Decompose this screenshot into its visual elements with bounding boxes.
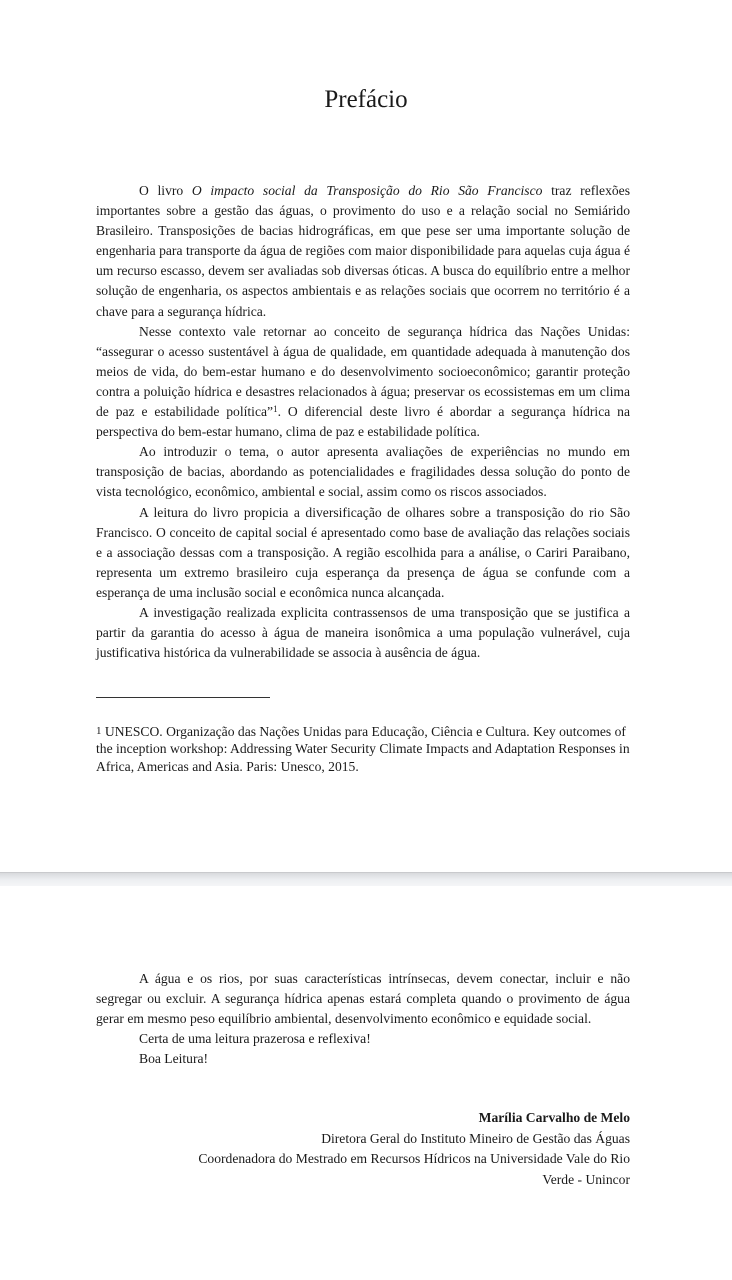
paragraph-1 [96,181,630,322]
paragraph-2 [96,322,630,443]
footnote-mark: 1 [96,725,102,737]
author-role-3: Verde - Unincor [542,1171,630,1187]
paragraph-3: Ao introduzir o tema, o autor apresenta avaliações de experiências no mundo em transposição de bacias, abordando as potencialidades e fragilidades dessa solução do ponto de vista tecnológico, econômico, ambiental e social, assim como os riscos associados. [96,444,630,500]
preface-body-continued [96,969,630,1069]
paragraph-5: A investigação realizada explicita contrassensos de uma transposição que se justifica a partir da garantia do acesso à água de maneira isonômica a uma população vulnerável, cuja justificativa histórica da vulnerabilidade se associa à ausência de água. [96,604,630,661]
paragraph-1-start: O livro [139,183,192,198]
page-separator [0,872,732,887]
footnote-text: UNESCO. Organização das Nações Unidas para Educação, Ciência e Cultura. Key outcomes of the inception workshop: Addressing Water Security Climate Impacts and Adaptation Responses in Africa, Americas and Asia. Paris: Unesco, 2015. [96,724,630,774]
paragraph-2-start: Nesse contexto vale retornar ao conceito de segurança hídrica das Nações Unidas: “assegurar o acesso sustentável à água de qualidade, em quantidade adequada à manutenção dos meios de vida, do bem-estar humano e do desenvolvimento socioeconômico; garantir proteção contra a poluição hídrica e desastres relacionados à água; preservar os ecossistemas em um clima de paz e estabilidade política” [96,323,630,420]
page-2 [0,886,732,1280]
author-role-2: Coordenadora do Mestrado em Recursos Hídricos na Universidade Vale do Rio [198,1151,630,1167]
author-role-1: Diretora Geral do Instituto Mineiro de Gestão das Águas [321,1130,630,1146]
paragraph-1-end: traz reflexões importantes sobre a gestão das águas, o provimento do uso e a relação social no Semiárido Brasileiro. Transposições de bacias hidrográficas, em que pese ser uma importante solução de engenharia para transporte da água de regiões com maior disponibilidade para aquelas cuja água é um recurso escasso, devem ser avaliadas sob diversas óticas. A busca do equilíbrio entre a melhor solução de engenharia, os aspectos ambientais e as relações sociais que ocorrem no território é a chave para a segurança hídrica. [96,183,630,319]
footnote [96,723,630,775]
footnote-divider [96,697,270,698]
paragraph-8: Boa Leitura! [139,1051,209,1067]
paragraph-4: A leitura do livro propicia a diversificação de olhares sobre a transposição do rio São Francisco. O conceito de capital social é apresentado como base de avaliação das relações sociais e a associação dessas com a transposição. A região escolhida para a análise, o Cariri Paraibano, representa um extremo brasileiro cuja esperança da presença de água se confunde com a esperança de uma inclusão social e econômica nunca alcançada. [96,504,630,600]
paragraph-6: A água e os rios, por suas características intrínsecas, devem conectar, incluir e não segregar ou excluir. A segurança hídrica apenas estará completa quando o provimento de água gerar em mesmo peso equilíbrio ambiental, desenvolvimento econômico e equidade social. [96,971,630,1027]
paragraph-7: Certa de uma leitura prazerosa e reflexiva! [139,1031,371,1047]
preface-body [96,181,630,663]
paragraph-2-end: . O diferencial deste livro é abordar a segurança hídrica na perspectiva do bem-estar humano, clima de paz e estabilidade política. [96,404,630,440]
page-title: Prefácio [324,86,408,113]
book-title: O impacto social da Transposição do Rio São Francisco [191,183,543,198]
author-name: Marília Carvalho de Melo [478,1110,630,1125]
footnote-reference[interactable]: 1 [273,404,278,415]
signature-block [110,1108,630,1190]
